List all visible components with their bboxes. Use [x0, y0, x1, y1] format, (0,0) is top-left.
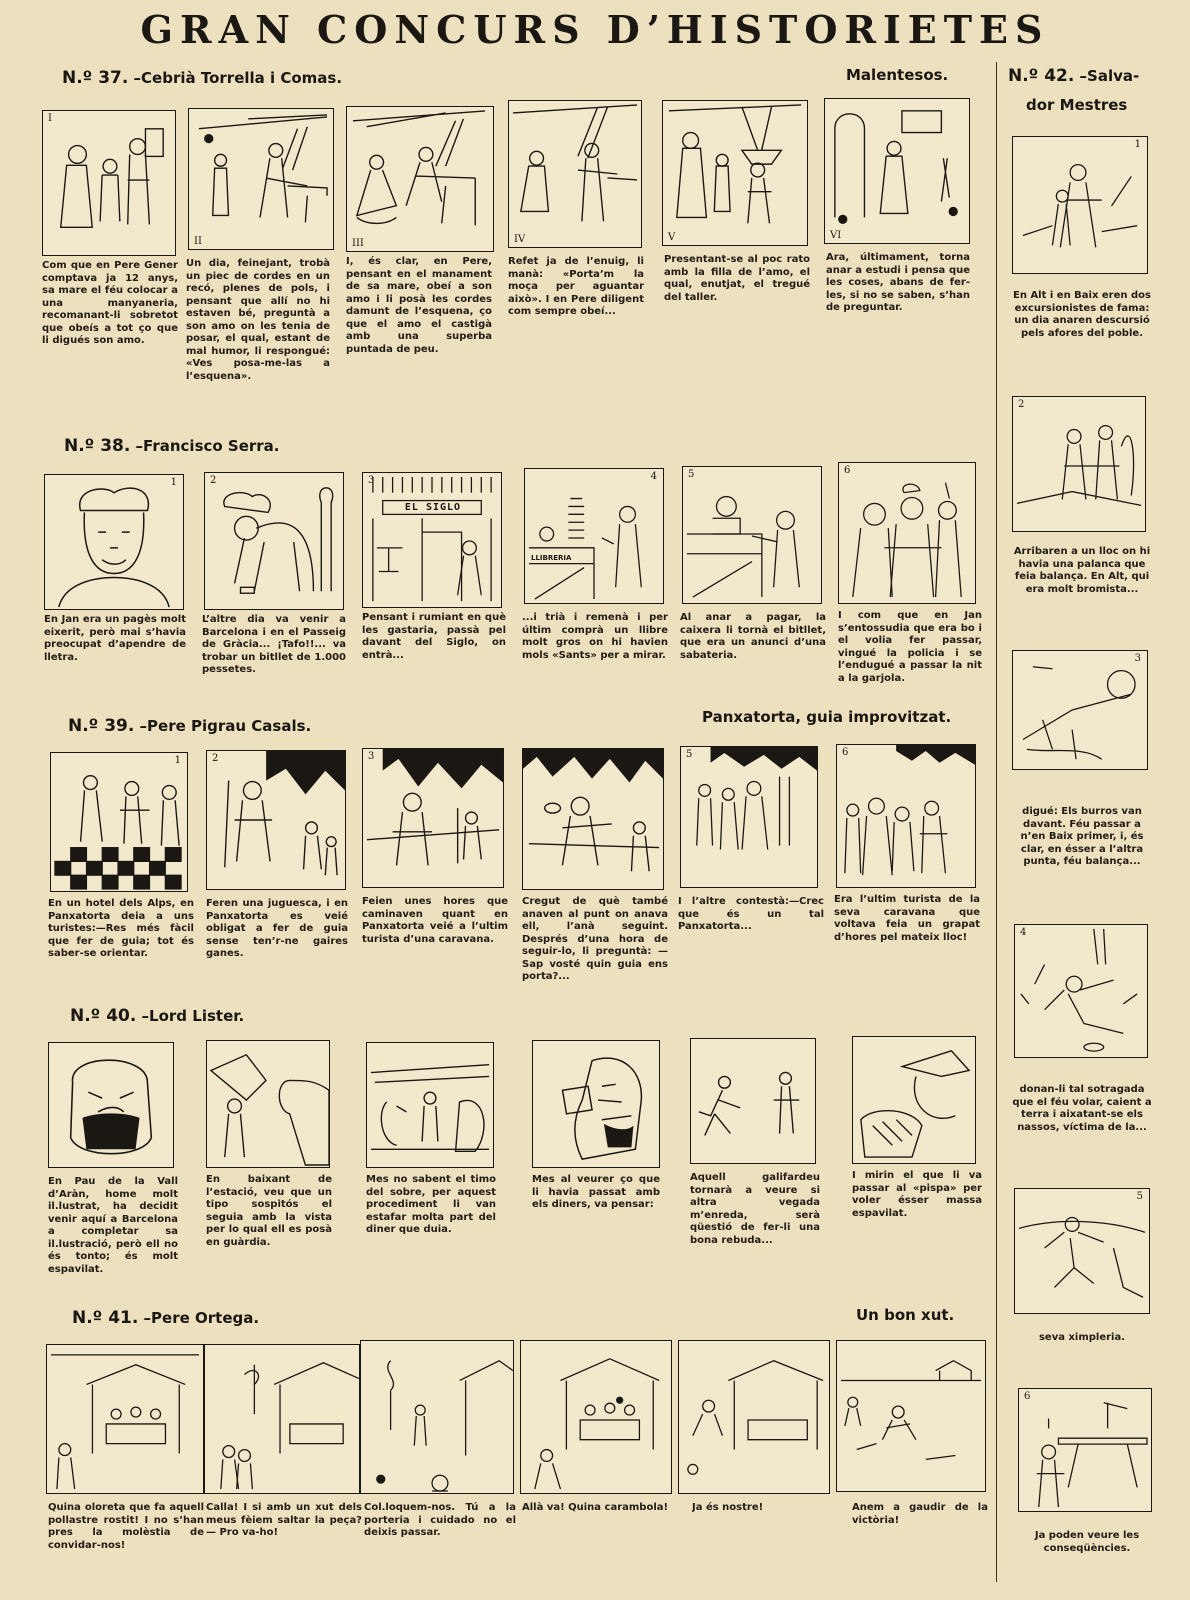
- story-38-caption-6: I com que en Jan s’entossudia que era bo i el volia fer passar, vingué la policia i se l’endugué a passar la nit a la garjola.: [838, 610, 982, 684]
- story-39-panel-3: [362, 748, 504, 888]
- story-41-panel-3: [360, 1340, 514, 1494]
- story-40-panel-3: [366, 1042, 494, 1168]
- story-38-panel-1: [44, 474, 184, 610]
- story-42-caption-1: En Alt i en Baix eren dos excursionistes de fama: un dia anaren descursió pels afores del poble.: [1013, 290, 1151, 339]
- story-37-panel-1: [42, 110, 176, 256]
- story-39-panel-1: [50, 752, 188, 892]
- story-39-caption-5: I l’altre contestà:—Crec que és un tal Panxatorta...: [678, 896, 824, 932]
- panel-number: 2: [210, 475, 217, 486]
- story-39-number: N.º 39.: [68, 716, 135, 736]
- story-41-title: Un bon xut.: [856, 1306, 955, 1324]
- story-37-caption-2: Un dia, feinejant, trobà un piec de cordes en un recó, plenes de pols, i pensant que allí no hi estaven bé, preguntà a son amo on les tenia de posar, el qual, estant de mal humor, li respongué: «Ves posa-me-las a l’esquena».: [186, 258, 330, 382]
- story-40-panel-6: [852, 1036, 976, 1164]
- story-42-panel-1: [1012, 136, 1148, 274]
- panel-drawing: [367, 1043, 493, 1167]
- panel-number: VI: [830, 230, 842, 241]
- story-41-caption-2: Calla! I si amb un xut dels meus fèiem saltar la peça? — Pro va-ho!: [206, 1502, 362, 1538]
- panel-drawing: [523, 749, 663, 889]
- panel-drawing: [207, 751, 345, 889]
- story-39-header: [68, 716, 311, 736]
- panel-drawing: [663, 101, 807, 245]
- story-42-caption-5: seva ximpleria.: [1038, 1332, 1126, 1343]
- story-40-author: –Lord Lister.: [141, 1007, 245, 1025]
- panel-number: 4: [650, 471, 657, 482]
- story-40-caption-6: I mirin el que li va passar al «pispa» per voler ésser massa espavilat.: [852, 1170, 982, 1219]
- story-41-author: –Pere Ortega.: [143, 1309, 260, 1327]
- story-40-caption-3: Mes no sabent el timo del sobre, per aquest procediment li van estafar molta part del diner que duia.: [366, 1174, 496, 1235]
- story-39-panel-4: [522, 748, 664, 890]
- panel-number: 5: [688, 469, 695, 480]
- story-42-caption-2: Arribaren a un lloc on hi havia una palanca que feia balança. En Alt, qui era molt bromista...: [1013, 546, 1151, 595]
- story-41-caption-1: Quina oloreta que fa aquell pollastre rostit! I no s’han pres la molèstia de convidar-nos!: [48, 1502, 204, 1551]
- story-42-caption-6: Ja poden veure les conseqüències.: [1034, 1530, 1140, 1554]
- panel-number: 1: [174, 755, 181, 766]
- panel-number: V: [668, 232, 676, 243]
- panel-drawing: [1013, 397, 1145, 531]
- story-39-title: Panxatorta, guia improvitzat.: [702, 708, 952, 726]
- panel-drawing: [189, 109, 333, 249]
- story-37-title: Malentesos.: [846, 66, 949, 84]
- story-37-panel-2: [188, 108, 334, 250]
- story-38-panel-3: [362, 472, 502, 608]
- story-37-header: [62, 68, 342, 88]
- story-40-panel-4: [532, 1040, 660, 1168]
- story-37-panel-6: [824, 98, 970, 244]
- story-38-caption-5: Al anar a pagar, la caixera li tornà el bitllet, que era un anunci d’una sabateria.: [680, 612, 826, 661]
- story-39-panel-6: [836, 744, 976, 888]
- panel-number: IV: [514, 234, 526, 245]
- panel-drawing: [205, 1345, 359, 1493]
- panel-number: 6: [842, 747, 849, 758]
- story-42-panel-2: [1012, 396, 1146, 532]
- story-39-caption-1: En un hotel dels Alps, en Panxatorta deia a uns turistes:—Res més fàcil que fer de guia; tot és saber-se orientar.: [48, 898, 194, 959]
- panel-drawing: [1019, 1389, 1151, 1511]
- story-42-panel-6: [1018, 1388, 1152, 1512]
- story-42-caption-3: digué: Els burros van davant. Féu passar a n’en Baix primer, i, és clar, en ésser a l’altra punta, féu balança...: [1020, 806, 1144, 867]
- panel-drawing: [679, 1341, 829, 1493]
- panel-drawing: [361, 1341, 513, 1493]
- story-38-panel-2: [204, 472, 344, 610]
- story-39-caption-2: Feren una juguesca, i en Panxatorta es veié obligat a fer de guia sense ten’r-ne gaires ganes.: [206, 898, 348, 959]
- story-40-panel-5: [690, 1038, 816, 1164]
- story-42-author-line2: dor Mestres: [1026, 96, 1128, 114]
- panel-number: 3: [1134, 653, 1141, 664]
- panel-drawing: [207, 1041, 329, 1167]
- panel-drawing: [363, 749, 503, 887]
- panel-drawing: [681, 747, 817, 887]
- panel-drawing: [49, 1043, 173, 1167]
- story-42-header-line1: [1008, 66, 1139, 86]
- story-40-header: [70, 1006, 244, 1026]
- story-39-caption-6: Era l’ultim turista de la seva caravana que voltava feia un grapat d’hores pel mateix lloc!: [834, 894, 980, 943]
- story-37-number: N.º 37.: [62, 68, 129, 88]
- story-41-header: [72, 1308, 259, 1328]
- story-40-caption-5: Aquell galifardeu tornarà a veure si altra vegada m’enreda, serà qüestió de fer-li una bona rebuda...: [690, 1172, 820, 1246]
- story-39-panel-2: [206, 750, 346, 890]
- panel-drawing: [1015, 925, 1147, 1057]
- story-41-caption-3: Col.loquem-nos. Tú a la porteria i cuidado no el deixis passar.: [364, 1502, 516, 1538]
- shop-sign: EL SIGLO: [404, 502, 462, 513]
- story-40-caption-1: En Pau de la Vall d’Aràn, home molt il.lustrat, ha decidit venir aquí a Barcelona a completar sa il.lustració, però ell no és tonto; és molt espavilat.: [48, 1176, 178, 1275]
- story-41-number: N.º 41.: [72, 1308, 139, 1328]
- panel-number: 6: [1024, 1391, 1031, 1402]
- story-41-caption-5: Ja és nostre!: [692, 1502, 764, 1513]
- story-42-panel-4: [1014, 924, 1148, 1058]
- panel-number: 3: [368, 751, 375, 762]
- panel-number: 5: [1136, 1191, 1143, 1202]
- bookshop-sign: LLIBRERIA: [531, 554, 572, 562]
- story-40-caption-4: Mes al veurer ço que li havia passat amb els diners, va pensar:: [532, 1174, 660, 1210]
- story-42-panel-5: [1014, 1188, 1150, 1314]
- panel-drawing: [43, 111, 175, 255]
- panel-number: 1: [170, 477, 177, 488]
- panel-number: 6: [844, 465, 851, 476]
- story-38-header: [64, 436, 280, 456]
- story-38-panel-6: [838, 462, 976, 604]
- story-41-panel-1: [46, 1344, 204, 1494]
- story-38-number: N.º 38.: [64, 436, 131, 456]
- story-42-caption-4: donan-li tal sotragada que el féu volar, caient a terra i aixatant-se els nassos, víctima de la...: [1012, 1084, 1152, 1133]
- panel-drawing: [839, 463, 975, 603]
- panel-drawing: [509, 101, 641, 247]
- story-40-panel-1: [48, 1042, 174, 1168]
- story-37-caption-6: Ara, últimament, torna anar a estudi i pensa que les coses, abans de fer-les, si no se saben, s’han de preguntar.: [826, 252, 970, 313]
- story-41-caption-4: Allà va! Quina carambola!: [522, 1502, 669, 1513]
- story-38-caption-4: ...i trià i remenà i per últim comprà un llibre molt gros on hi havien mols «Sants» per a mirar.: [522, 612, 668, 661]
- panel-number: 1: [1134, 139, 1141, 150]
- story-41-panel-2: [204, 1344, 360, 1494]
- panel-drawing: [521, 1341, 671, 1493]
- panel-drawing: [47, 1345, 203, 1493]
- story-37-caption-1: Com que en Pere Gener comptava ja 12 anys, sa mare el féu colocar a una manyaneria, recomanant-li sobretot que obeís a tot ço que li digués son amo.: [42, 260, 178, 346]
- panel-drawing: [1013, 137, 1147, 273]
- panel-number: 2: [212, 753, 219, 764]
- panel-drawing: [533, 1041, 659, 1167]
- story-39-panel-5: [680, 746, 818, 888]
- story-42-number: N.º 42.: [1008, 66, 1075, 86]
- story-39-caption-3: Feien unes hores que caminaven quant en Panxatorta veié a l’ultim turista d’una caravana.: [362, 896, 508, 945]
- panel-drawing: [837, 1341, 985, 1491]
- story-39-author: –Pere Pigrau Casals.: [139, 717, 312, 735]
- story-37-caption-5: Presentant-se al poc rato amb la filla de l’amo, el qual, enutjat, el tregué del taller.: [664, 254, 810, 303]
- story-42-author-line1: –Salva-: [1079, 67, 1140, 85]
- panel-drawing: [825, 99, 969, 243]
- story-41-caption-6: Anem a gaudir de la victòria!: [852, 1502, 988, 1526]
- panel-drawing: [691, 1039, 815, 1163]
- panel-number: 4: [1020, 927, 1027, 938]
- story-38-panel-5: [682, 466, 822, 604]
- panel-drawing: [837, 745, 975, 887]
- story-41-panel-4: [520, 1340, 672, 1494]
- story-41-panel-6: [836, 1340, 986, 1492]
- panel-number: II: [194, 236, 202, 247]
- column-divider: [996, 62, 997, 1582]
- panel-number: 2: [1018, 399, 1025, 410]
- panel-drawing: [853, 1037, 975, 1163]
- panel-drawing: [363, 473, 501, 607]
- story-37-author: –Cebrià Torrella i Comas.: [133, 69, 343, 87]
- story-37-panel-4: [508, 100, 642, 248]
- story-37-caption-4: Refet ja de l’enuig, li manà: «Porta’m la moça per aguantar això». I en Pere diligent com sempre obeí...: [508, 256, 644, 317]
- story-37-caption-3: I, és clar, en Pere, pensant en el manament de sa mare, obeí a son amo i li posà les cordes damunt de l’esquena, ço que el amo el castigà amb una superba puntada de peu.: [346, 256, 492, 355]
- story-38-panel-4: [524, 468, 664, 604]
- story-38-author: –Francisco Serra.: [135, 437, 280, 455]
- panel-drawing: [1013, 651, 1147, 769]
- panel-drawing: [205, 473, 343, 609]
- panel-drawing: [347, 107, 493, 251]
- panel-drawing: [1015, 1189, 1149, 1313]
- story-38-caption-3: Pensant i rumiant en què les gastaria, passà pel davant del Siglo, on entrà...: [362, 612, 506, 661]
- story-37-panel-3: [346, 106, 494, 252]
- story-37-panel-5: [662, 100, 808, 246]
- story-38-caption-2: L’altre dia va venir a Barcelona i en el Passeig de Gràcia... ¡Tafo!!... va trobar un bitllet de 1.000 pessetes.: [202, 614, 346, 675]
- story-41-panel-5: [678, 1340, 830, 1494]
- masthead: GRAN CONCURS D’HISTORIETES: [140, 7, 1050, 52]
- story-38-caption-1: En Jan era un pagès molt eixerit, però mai s’havia preocupat d’apendre de lletra.: [44, 614, 186, 663]
- panel-number: 5: [686, 749, 693, 760]
- panel-drawing: [683, 467, 821, 603]
- panel-number: 3: [368, 475, 375, 486]
- story-40-caption-2: En baixant de l’estació, veu que un tipo sospitós el seguia amb la vista per lo qual ell es posà en guàrdia.: [206, 1174, 332, 1248]
- story-40-number: N.º 40.: [70, 1006, 137, 1026]
- story-42-panel-3: [1012, 650, 1148, 770]
- panel-drawing: [45, 475, 183, 609]
- story-39-caption-4: Cregut de què també anaven al punt on anava ell, l’anà seguint. Després d’una hora de seguir-lo, li preguntà: —Sap vosté quin guia ens porta?...: [522, 896, 668, 982]
- panel-number: I: [48, 113, 52, 124]
- story-40-panel-2: [206, 1040, 330, 1168]
- panel-drawing: [51, 753, 187, 891]
- panel-drawing: [525, 469, 663, 603]
- panel-number: III: [352, 238, 364, 249]
